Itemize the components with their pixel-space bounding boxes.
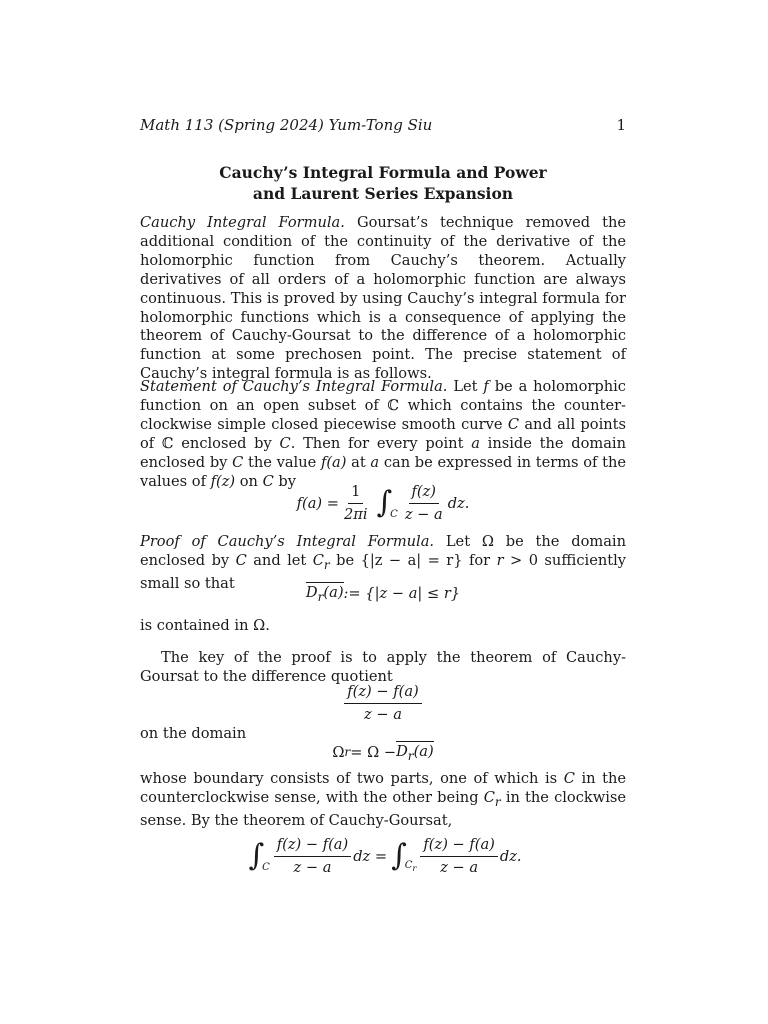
integral-subscript (405, 860, 417, 873)
denominator: 2πi (343, 505, 368, 523)
math-var: C (232, 453, 244, 471)
text: > 0 sufficiently small so that (140, 551, 627, 592)
paragraph-key: The key of the proof is to apply the theorem of Cauchy-Goursat to the difference quotient (140, 649, 626, 685)
page-number: 1 (616, 116, 626, 134)
course-header: Math 113 (Spring 2024) Yum-Tong Siu (140, 116, 433, 134)
paragraph-contained: is contained in Ω. (140, 617, 270, 634)
equation-domain (140, 741, 626, 763)
math-subscript: r (323, 557, 330, 572)
math-var: (a) (323, 584, 344, 602)
equation-difference-quotient (140, 682, 626, 724)
fraction (341, 483, 371, 524)
eq-rhs: := {|z − a| ≤ r} (343, 584, 461, 602)
paragraph-text: Goursat’s technique removed the additional condition of the continuity of the derivative of the holomorphic function from Cauchy’s theorem. Actually derivatives of all orders of a holomorphic function are always continuous. This is proved by using Cauchy’s integral formula for holomorphic functions which is a consequence of applying the theorem of Cauchy-Goursat to the difference of a holomorphic function at some prechosen point. The precise statement of Cauchy’s integral formula is as follows. (140, 214, 627, 383)
integral-sign: ∫ C (248, 838, 270, 873)
title-line-1: Cauchy’s Integral Formula and Power (219, 163, 547, 182)
math-var: Ω (332, 743, 345, 761)
fraction (420, 836, 497, 877)
page-header (140, 116, 626, 134)
integral-subscript: C (390, 509, 398, 520)
numerator: f(z) − f(a) (274, 836, 351, 857)
numerator: f(z) − f(a) (420, 836, 497, 857)
paragraph-lead: Cauchy Integral Formula. (140, 214, 345, 231)
math-var: C (404, 860, 413, 871)
numerator: f(z) − f(a) (344, 683, 421, 704)
denominator: z − a (364, 705, 402, 723)
paragraph-on-domain: on the domain (140, 725, 247, 742)
integral-sign: ∫ C (376, 485, 398, 520)
fraction (402, 483, 446, 524)
paper-title (140, 162, 626, 204)
eq-mid: dz = (353, 847, 388, 865)
denominator: z − a (440, 858, 479, 876)
denominator: z − a (404, 505, 443, 523)
math-var: a (471, 434, 480, 452)
text: be a holomorphic function on an open subset of ℂ which contains the counter-clockwise simple closed piecewise smooth curve (140, 378, 626, 433)
text: Let (447, 378, 484, 395)
equation-cauchy-goursat (140, 833, 626, 879)
fraction (274, 836, 351, 877)
eq-tail: dz. (447, 494, 470, 512)
text: by (273, 472, 296, 490)
text: and all points of ℂ enclosed by (140, 415, 626, 452)
text: Let Ω be the domain enclosed by (140, 533, 626, 569)
math-var: f(z) (210, 472, 236, 490)
numerator: f(z) (409, 483, 439, 504)
eq-lhs: f(a) = (296, 494, 339, 512)
paragraph-lead: Proof of Cauchy’s Integral Formula. (140, 533, 435, 550)
math-subscript: r (412, 863, 417, 873)
math-var: r (496, 551, 504, 569)
math-var: C (483, 788, 495, 806)
integral-subscript: C (262, 862, 270, 873)
closure-bar (396, 741, 434, 763)
text: inside the domain enclosed by (140, 434, 626, 471)
eq-mid: = Ω − (350, 743, 397, 761)
fraction (344, 683, 421, 724)
math-var: C (312, 551, 324, 569)
text: and let (246, 551, 313, 569)
denominator: z − a (293, 858, 332, 876)
math-subscript: r (344, 745, 351, 759)
paragraph-boundary (140, 770, 626, 831)
paragraph-statement (140, 378, 626, 491)
closure-bar (306, 582, 344, 604)
math-var: D (396, 743, 408, 761)
math-var: a (370, 453, 380, 471)
text: can be expressed in terms of the values of (140, 453, 627, 490)
equation-cauchy-formula (140, 482, 626, 524)
math-var: (a) (413, 743, 434, 761)
text: at (346, 453, 371, 471)
text: the value (243, 453, 321, 471)
eq-tail: dz. (499, 847, 522, 865)
math-subscript: r (494, 794, 501, 809)
text: on (235, 472, 263, 490)
text: . Then for every point (290, 434, 472, 452)
equation-closed-disc (140, 582, 626, 604)
math-var: f(a) (320, 453, 347, 471)
math-subscript: r (317, 589, 324, 604)
math-subscript: r (407, 748, 414, 763)
text: be {|z − a| = r} for (329, 551, 497, 569)
numerator: 1 (348, 483, 363, 504)
math-var: C (507, 415, 520, 433)
text: in the clockwise sense. By the theorem of Cauchy-Goursat, (140, 788, 626, 829)
math-var: f (483, 378, 489, 395)
text: whose boundary consists of two parts, one of which is (140, 770, 564, 787)
integral-sign: ∫ $C_r$ (391, 838, 417, 873)
math-var: C (262, 472, 274, 490)
text: in the counterclockwise sense, with the other being (140, 770, 626, 806)
paragraph-lead: Statement of Cauchy’s Integral Formula. (140, 378, 448, 395)
math-var: C (563, 770, 575, 787)
paragraph-intro (140, 214, 626, 384)
math-var: D (305, 584, 318, 602)
math-var: C (235, 551, 247, 569)
title-line-2: and Laurent Series Expansion (252, 184, 514, 203)
math-var: C (279, 434, 291, 452)
